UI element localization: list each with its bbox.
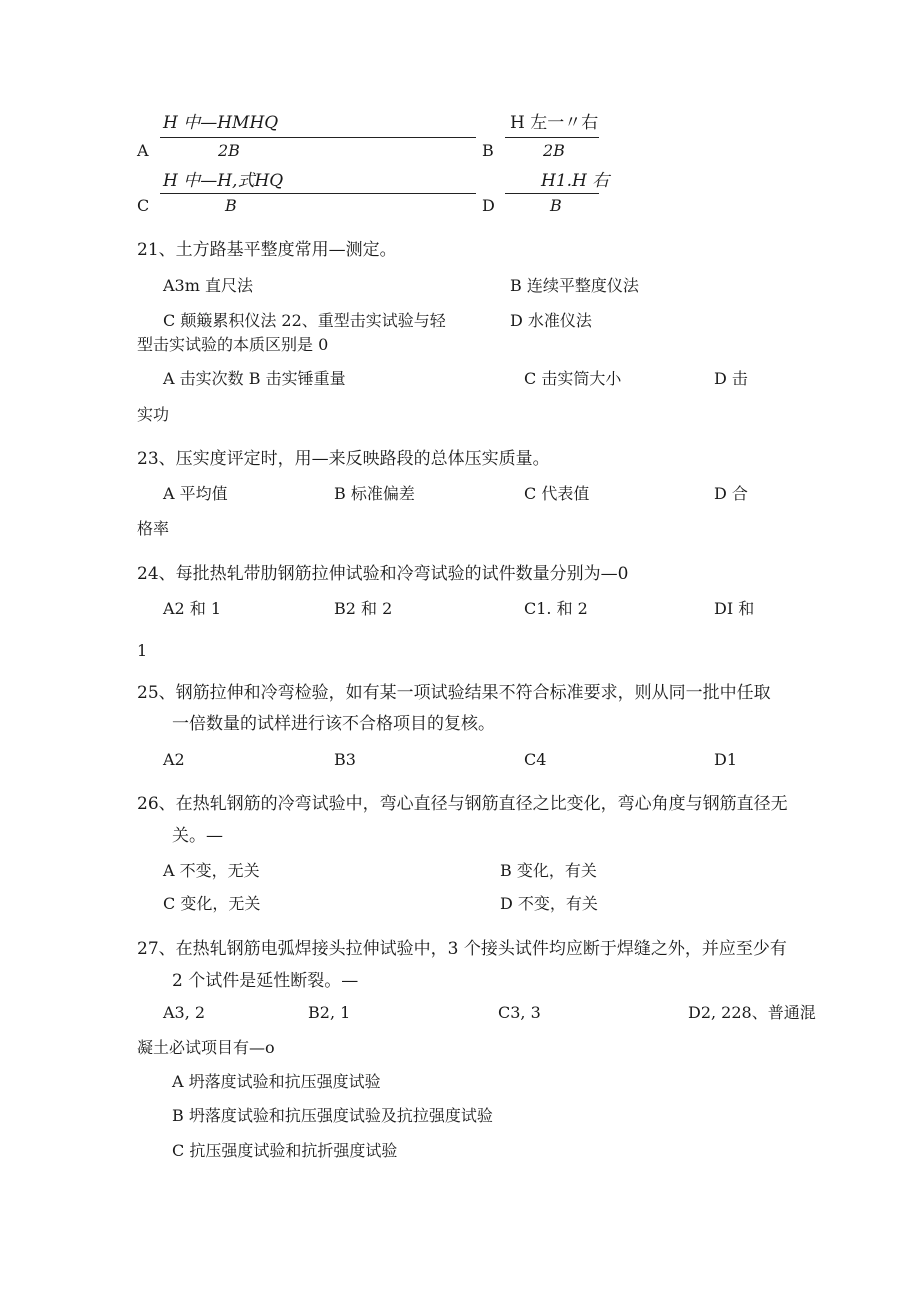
formula-b-label: B — [482, 141, 494, 160]
option-c: C4 — [524, 750, 547, 769]
question-stem-continuation: 2 个试件是延性断裂。— — [172, 971, 359, 991]
formula-b-numerator: H 左一〃右 — [510, 113, 599, 133]
question-stem: 25、钢筋拉伸和冷弯检验，如有某一项试验结果不符合标准要求，则从同一批中任取 — [137, 683, 771, 703]
formula-c-denominator: B — [225, 196, 237, 215]
option-a: A 平均值 — [163, 484, 228, 503]
option-b: B3 — [334, 750, 356, 769]
option-b: B 连续平整度仪法 — [510, 276, 639, 295]
option-d: D2, 228、普通混 — [688, 1003, 816, 1022]
formula-d-label: D — [482, 196, 495, 215]
option-d-continuation: 实功 — [137, 405, 170, 424]
option-d-continuation: 凝土必试项目有—o — [137, 1038, 275, 1057]
option-c: C 代表值 — [524, 484, 590, 503]
question-stem-continuation: 一倍数量的试样进行该不合格项目的复核。 — [172, 714, 495, 734]
question-stem: 24、每批热轧带肋钢筋拉伸试验和冷弯试验的试件数量分别为—0 — [137, 564, 629, 584]
option-c: C 抗压强度试验和抗折强度试验 — [172, 1141, 398, 1160]
question-stem: 26、在热轧钢筋的冷弯试验中，弯心直径与钢筋直径之比变化，弯心角度与钢筋直径无 — [137, 794, 788, 814]
option-a: A2 和 1 — [163, 599, 222, 618]
option-d: D 击 — [714, 369, 748, 388]
option-c: C 变化，无关 — [163, 894, 261, 913]
formula-b-denominator: 2B — [543, 141, 565, 160]
option-a: A 不变，无关 — [163, 861, 260, 880]
fraction-bar — [160, 137, 476, 138]
option-b: B 变化，有关 — [500, 861, 597, 880]
option-c: C3, 3 — [498, 1003, 541, 1022]
option-d: D 合 — [714, 484, 748, 503]
question-stem-continuation: 关。— — [172, 826, 223, 846]
option-c: C 击实筒大小 — [524, 369, 622, 388]
option-a: A 击实次数 B 击实锤重量 — [163, 369, 346, 388]
option-b: B2 和 2 — [334, 599, 393, 618]
option-d: D 不变，有关 — [500, 894, 598, 913]
formula-d-numerator: H1.H 右 — [541, 171, 610, 191]
option-a: A3m 直尺法 — [163, 276, 253, 295]
formula-d-denominator: B — [550, 196, 562, 215]
formula-a-numerator: H 中—HMHQ — [163, 113, 279, 133]
fraction-bar — [160, 193, 476, 194]
option-b: B2, 1 — [308, 1003, 351, 1022]
question-stem: 21、土方路基平整度常用—测定。 — [137, 240, 397, 260]
option-c-continuation: 型击实试验的本质区别是 0 — [137, 335, 329, 354]
option-b: B 标准偏差 — [334, 484, 415, 503]
option-a: A3, 2 — [163, 1003, 206, 1022]
fraction-bar — [505, 137, 599, 138]
option-c: C 颠簸累积仪法 22、重型击实试验与轻 — [163, 311, 446, 330]
question-stem: 27、在热轧钢筋电弧焊接头拉伸试验中，3 个接头试件均应断于焊缝之外，并应至少有 — [137, 939, 787, 959]
question-stem: 23、压实度评定时，用—来反映路段的总体压实质量。 — [137, 449, 550, 469]
formula-a-label: A — [137, 141, 149, 160]
fraction-bar — [505, 193, 599, 194]
option-a: A 坍落度试验和抗压强度试验 — [172, 1072, 381, 1091]
option-d: DI 和 — [714, 599, 755, 618]
formula-c-numerator: H 中—H,式HQ — [163, 171, 284, 191]
option-d-continuation: 1 — [137, 641, 148, 660]
option-b: B 坍落度试验和抗压强度试验及抗拉强度试验 — [172, 1106, 493, 1125]
formula-a-denominator: 2B — [218, 141, 240, 160]
option-d: D1 — [714, 750, 738, 769]
formula-c-label: C — [137, 196, 150, 215]
option-d-continuation: 格率 — [137, 519, 170, 538]
option-d: D 水准仪法 — [510, 311, 592, 330]
option-a: A2 — [163, 750, 185, 769]
option-c: C1. 和 2 — [524, 599, 588, 618]
